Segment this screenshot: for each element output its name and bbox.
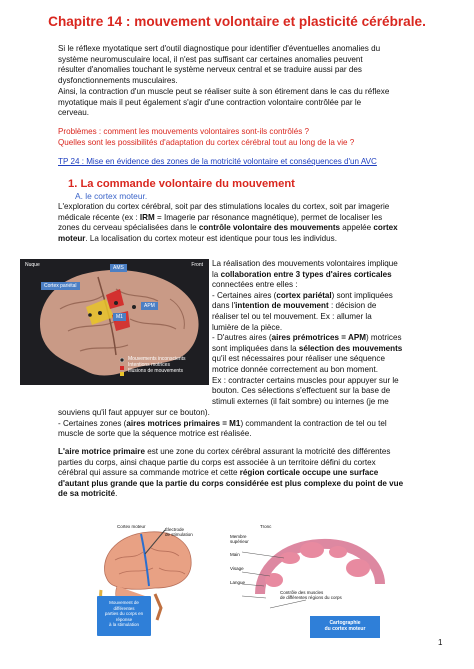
- controle-label: [280, 590, 342, 600]
- caption-line: à la stimulation: [108, 622, 139, 627]
- right-column-text: [212, 259, 430, 407]
- subsection-heading: A. le cortex moteur.: [75, 191, 148, 201]
- intro-paragraph-1: [58, 44, 428, 86]
- intro-paragraph-2: [58, 87, 428, 119]
- text-line: L'aire motrice primaire est une zone du cortex cérébral assurant la motricité des différentes: [58, 447, 391, 456]
- legend-illusions: Illusions de mouvements: [128, 368, 184, 374]
- langue-label: Langue: [230, 580, 246, 585]
- m1-label: M1: [113, 313, 126, 321]
- legend-unconscious: Mouvements inconscients: [128, 356, 186, 362]
- problem-2: Quelles sont les possibilités d'adaptation du cortex cérébral tout au long de la vie ?: [58, 137, 355, 147]
- stimulation-caption-box: [99, 600, 149, 628]
- apm-label: APM: [141, 302, 158, 310]
- ams-label: AMS: [110, 264, 127, 272]
- brain-motor-areas-figure: [20, 259, 209, 385]
- text-line: Ainsi, la contraction d'un muscle peut se réaliser suite à son étirement dans le cas du réflexe: [58, 87, 390, 96]
- text-line: bouton. Ces sélections s'effectuent sur la base de: [212, 386, 391, 396]
- cortex-moteur-label: Cortex moteur: [117, 524, 146, 529]
- text-line: résulter d'anomalies touchant le système nerveux central et se traduire aussi par des: [58, 65, 362, 75]
- caption-line: du cortex moteur: [324, 626, 366, 632]
- text-line: stimuli externes (il fait sombre) ou internes (je me: [212, 396, 389, 406]
- text-line: parties du corps, ainsi chaque partie du corps est associée à un territoire défini du cortex: [58, 457, 376, 467]
- homunculus-figure: [230, 524, 390, 644]
- text-line: - Certaines zones (aires motrices primaires = M1) commandent la contraction de tel ou tel: [58, 418, 387, 428]
- text-line: Ex : contracter certains muscles pour appuyer sur le: [212, 375, 399, 385]
- text-line: sont impliquées dans la sélection des mouvements: [212, 343, 403, 353]
- text-line: médicale récente (ex : IRM = Imagerie par résonance magnétique), permet de localiser les: [58, 212, 383, 222]
- text-line: motrice donnée correctement au bon moment.: [212, 364, 379, 374]
- text-line: souviens qu'il faut appuyer sur ce bouton).: [58, 408, 210, 417]
- text-line: myotatique mais il peut également s'agir d'une contraction volontaire contrôlée par le: [58, 97, 362, 107]
- text-line: - D'autres aires (aires prémotrices = APM) motrices: [212, 333, 402, 343]
- text-line: cérébral qui assure sa commande motrice et cette région corticale occupe une surface: [58, 468, 379, 478]
- continuation-paragraph: [58, 408, 428, 440]
- caption-line: de différentes régions du corps: [280, 595, 342, 600]
- nuque-label: Nuque: [25, 262, 40, 268]
- parietal-label: Cortex pariétal: [41, 282, 80, 290]
- page-title: Chapitre 14 : mouvement volontaire et plasticité cérébrale.: [48, 14, 426, 29]
- stimulation-figure: [95, 524, 225, 642]
- text-line: zones du cerveau spécialisées dans le contrôle volontaire des mouvements appelée cortex: [58, 223, 398, 233]
- text-line: - Certaines aires (cortex pariétal) sont impliquées: [212, 290, 393, 300]
- text-line: réaliser tel ou tel mouvement. Ex : allumer la: [212, 311, 372, 321]
- text-line: qu'il est nécessaires pour réaliser une séquence: [212, 354, 385, 364]
- text-line: connectées entre elles :: [212, 280, 298, 290]
- problem-1: Problèmes : comment les mouvements volontaires sont-ils contrôlés ?: [58, 127, 310, 136]
- caption-line: Cartographie: [329, 620, 361, 626]
- text-line: d'autant plus grande que la partie du corps considérée est plus complexe du point de vue: [58, 478, 404, 488]
- caption-line: Contrôle des muscles: [280, 590, 324, 595]
- main-label: Main: [230, 552, 240, 557]
- text-line: lumière de la pièce.: [212, 322, 283, 332]
- caption-line: Mouvement de différentes: [109, 600, 139, 611]
- tronc-label: Tronc: [260, 524, 272, 529]
- text-line: dans l'intention de mouvement : décision de: [212, 301, 377, 311]
- caption-line: parties du corps en réponse: [104, 611, 144, 622]
- text-line: de sa motricité.: [58, 489, 118, 499]
- problems: [58, 127, 428, 148]
- electrode-label: Électrode de stimulation: [165, 527, 193, 537]
- legend-intentions: Intentions motrices: [128, 362, 170, 368]
- tp-link[interactable]: TP 24 : Mise en évidence des zones de la motricité volontaire et conséquences d'un AVC: [58, 157, 377, 166]
- exploration-paragraph: [58, 202, 428, 244]
- text-line: dysfonctionnements musculaires.: [58, 75, 178, 85]
- page-number: 1: [438, 638, 443, 647]
- text-line: Si le réflexe myotatique sert d'outil diagnostique pour identifier d'éventuelles anomalies du: [58, 44, 381, 53]
- visage-label: Visage: [230, 566, 244, 571]
- text-line: système neuromusculaire local, il n'est pas suffisant car certaines anomalies peuvent: [58, 54, 363, 64]
- cartographie-box: [310, 620, 380, 632]
- text-line: cerveau.: [58, 108, 90, 118]
- text-line: la collaboration entre 3 types d'aires corticales: [212, 269, 392, 279]
- brain-legend: [128, 356, 186, 374]
- text-line: L'exploration du cortex cérébral, soit par des stimulations locales du cortex, soit par imagerie: [58, 202, 390, 211]
- text-line: muscle de sorte que la séquence motrice est réalisée.: [58, 429, 252, 439]
- section-heading: 1. La commande volontaire du mouvement: [68, 178, 295, 190]
- text-line: La réalisation des mouvements volontaires implique: [212, 259, 398, 268]
- front-label: Front: [191, 262, 203, 268]
- primary-motor-paragraph: [58, 447, 428, 500]
- membre-label: Membre supérieur: [230, 534, 249, 544]
- text-line: moteur. La localisation du cortex moteur est identique pour tous les individus.: [58, 233, 337, 243]
